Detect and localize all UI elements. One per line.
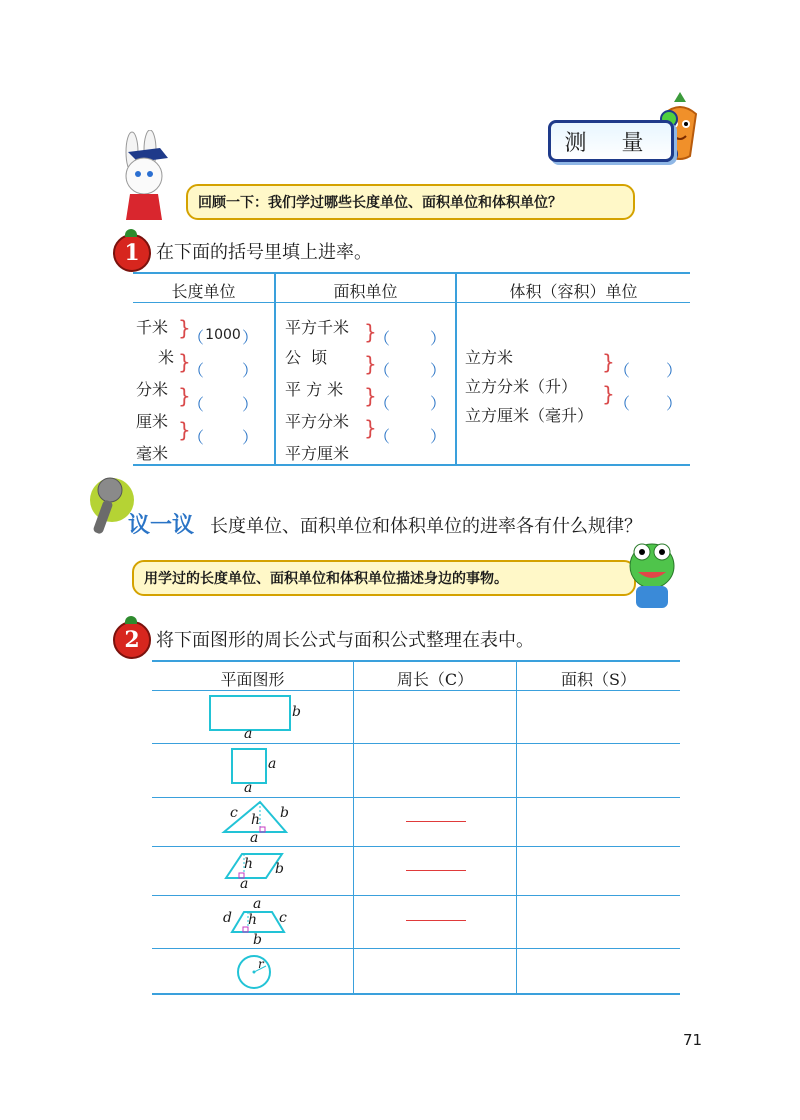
table2-row-rule-1	[152, 743, 680, 744]
parallelogram-label-h: h	[244, 856, 254, 872]
square-label-bottom: a	[244, 780, 253, 796]
length-unit-dm: 分米	[136, 380, 169, 399]
length-unit-mm: 毫米	[136, 444, 169, 463]
triangle-label-a: a	[250, 830, 259, 846]
hint-bubble: 用学过的长度单位、面积单位和体积单位描述身边的事物。	[132, 560, 636, 596]
trapezoid-label-d: d	[223, 910, 232, 926]
circle-label-r: r	[258, 957, 264, 971]
trapezoid-figure	[230, 910, 286, 934]
triangle-perimeter-line	[406, 821, 466, 822]
area-brace-4: }	[364, 416, 377, 440]
table2-header-shape: 平面图形	[220, 670, 285, 689]
volume-unit-cm3: 立方厘米（毫升）	[465, 406, 594, 425]
area-rate-3[interactable]: （ ）	[374, 394, 446, 413]
trapezoid-label-h: h	[248, 912, 258, 928]
square-label-side: a	[268, 756, 277, 772]
area-rate-2[interactable]: （ ）	[374, 361, 446, 380]
discuss-label: 议一议	[128, 512, 195, 538]
microphone-icon	[84, 470, 134, 540]
frog-mascot	[622, 540, 682, 610]
area-rate-4[interactable]: （ ）	[374, 427, 446, 446]
trapezoid-label-a: a	[253, 896, 262, 912]
table1-header-length: 长度单位	[171, 282, 236, 301]
table1-bottom-rule	[133, 464, 690, 466]
rectangle-label-a: a	[244, 726, 253, 742]
volume-brace-2: }	[602, 382, 615, 406]
table2-row-rule-5	[152, 948, 680, 949]
review-bubble: 回顾一下：我们学过哪些长度单位、面积单位和体积单位？	[186, 184, 635, 220]
length-rate-3[interactable]: （ ）	[188, 395, 258, 414]
trapezoid-label-c: c	[279, 910, 287, 926]
rabbit-mascot	[108, 130, 178, 225]
length-brace-1: }	[178, 316, 191, 340]
area-brace-2: }	[364, 352, 377, 376]
area-unit-km2: 平方千米	[285, 318, 350, 337]
length-brace-3: }	[178, 384, 191, 408]
page-number: 71	[683, 1031, 703, 1049]
table2-bottom-rule	[152, 993, 680, 995]
length-brace-2: }	[178, 350, 191, 374]
triangle-label-h: h	[251, 812, 261, 828]
length-brace-4: }	[178, 418, 191, 442]
area-unit-cm2: 平方厘米	[285, 444, 350, 463]
task1-badge: 1	[113, 234, 151, 272]
task2-instruction: 将下面图形的周长公式与面积公式整理在表中。	[156, 630, 534, 651]
circle-figure	[236, 954, 272, 990]
length-rate-2[interactable]: （ ）	[188, 361, 258, 380]
volume-rate-1[interactable]: （ ）	[614, 361, 682, 380]
area-unit-m2: 平 方 米	[285, 380, 344, 399]
volume-unit-dm3: 立方分米（升）	[465, 377, 578, 396]
table2-col-divider-2	[516, 660, 517, 995]
square-figure	[231, 748, 267, 784]
volume-brace-1: }	[602, 350, 615, 374]
parallelogram-perimeter-line	[406, 870, 466, 871]
triangle-label-b: b	[280, 805, 289, 821]
task1-instruction: 在下面的括号里填上进率。	[156, 242, 372, 263]
area-rate-1[interactable]: （ ）	[374, 329, 446, 348]
trapezoid-label-b: b	[253, 932, 262, 948]
length-unit-km: 千米	[136, 318, 169, 337]
rectangle-label-b: b	[292, 704, 301, 720]
parallelogram-label-b: b	[275, 861, 284, 877]
chapter-title: 测 量	[548, 120, 674, 162]
table1-header-area: 面积单位	[333, 282, 398, 301]
length-rate-1[interactable]: （ 1000 ）	[188, 327, 258, 347]
volume-rate-2[interactable]: （ ）	[614, 394, 682, 413]
table2-row-rule-3	[152, 846, 680, 847]
table2-col-divider-1	[353, 660, 354, 995]
triangle-label-c: c	[230, 805, 238, 821]
table2-header-perimeter: 周长（C）	[396, 670, 474, 689]
table2-row-rule-4	[152, 895, 680, 896]
area-brace-3: }	[364, 384, 377, 408]
area-unit-dm2: 平方分米	[285, 412, 350, 431]
table1-header-volume: 体积（容积）单位	[509, 282, 638, 301]
table1-header-rule	[133, 302, 690, 303]
volume-unit-m3: 立方米	[465, 348, 514, 367]
table2-top-rule	[152, 660, 680, 662]
table2-header-rule	[152, 690, 680, 691]
area-unit-hectare: 公 顷	[285, 348, 328, 367]
parallelogram-label-a: a	[240, 876, 249, 892]
area-brace-1: }	[364, 320, 377, 344]
table1-top-rule	[133, 272, 690, 274]
table2-row-rule-2	[152, 797, 680, 798]
length-unit-m: 米	[158, 348, 175, 367]
trapezoid-perimeter-line	[406, 920, 466, 921]
length-unit-cm: 厘米	[136, 412, 169, 431]
task2-badge: 2	[113, 621, 151, 659]
discuss-question: 长度单位、面积单位和体积单位的进率各有什么规律？	[210, 516, 642, 537]
length-rate-4[interactable]: （ ）	[188, 428, 258, 447]
table2-header-area: 面积（S）	[561, 670, 636, 689]
